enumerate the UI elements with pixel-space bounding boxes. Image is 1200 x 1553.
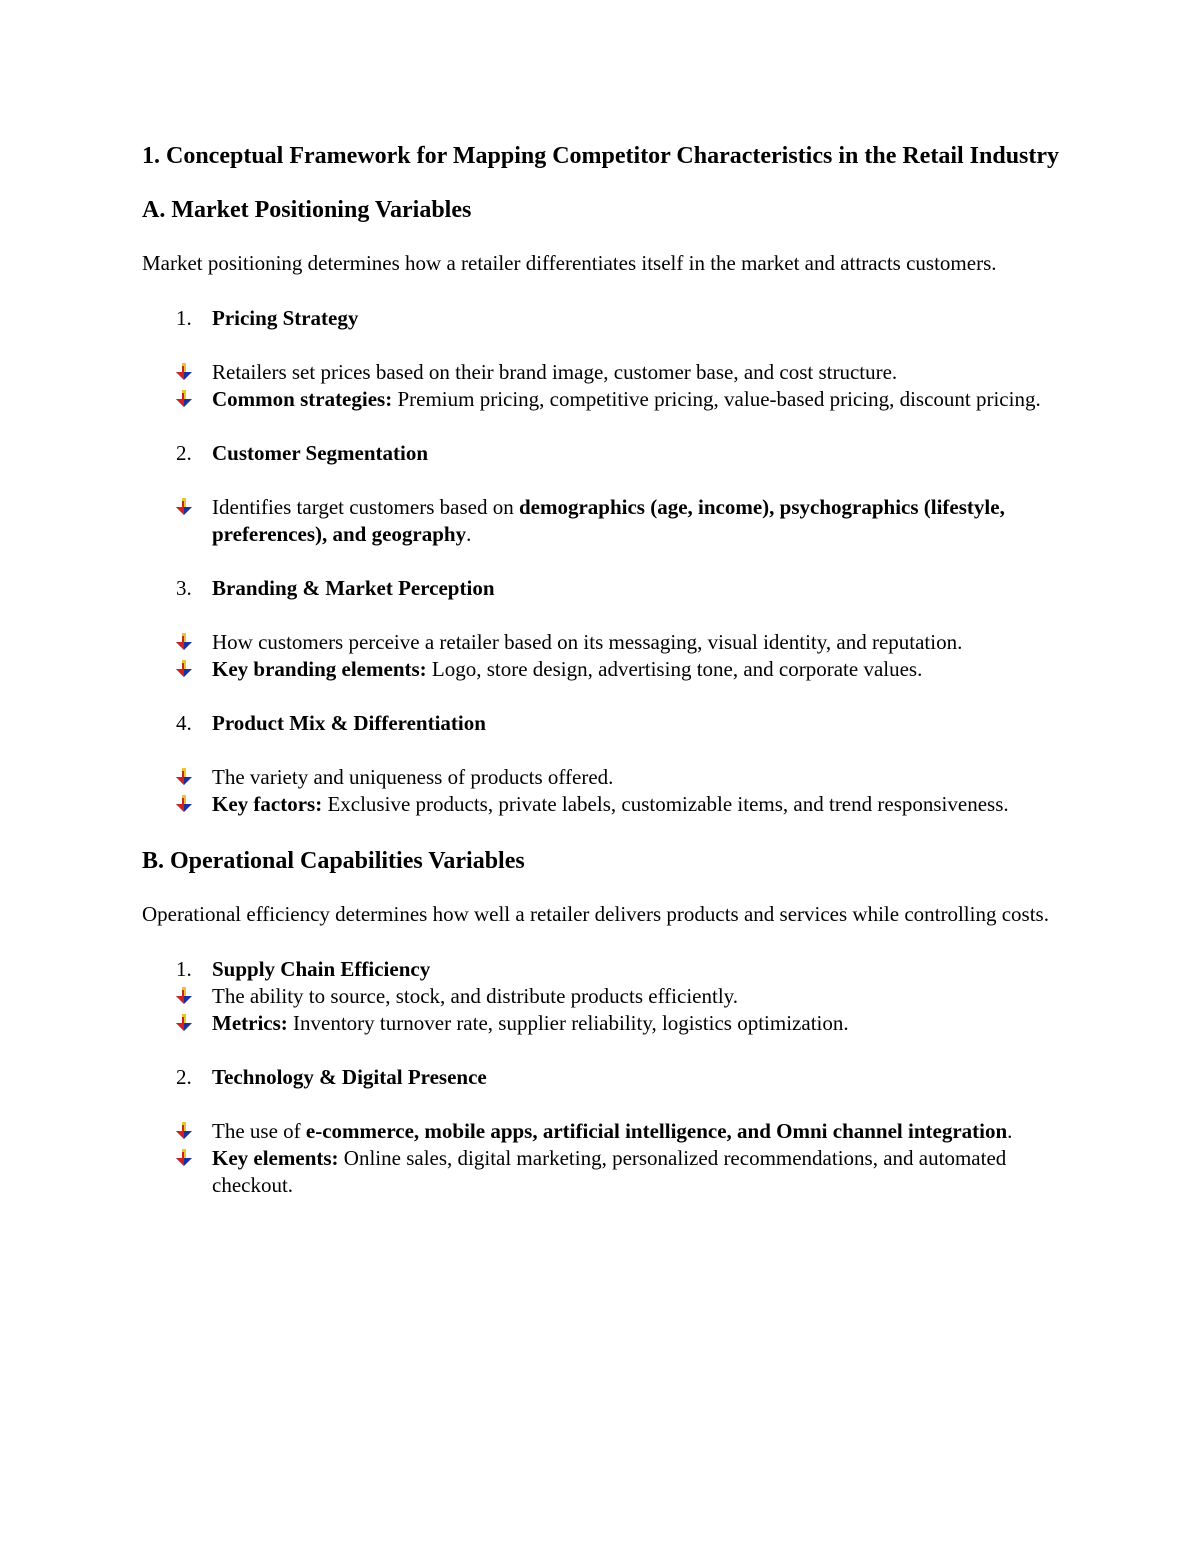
document-page bbox=[142, 140, 1062, 1226]
down-arrow-bullet-icon bbox=[175, 1149, 193, 1167]
bullet-text: Logo, store design, advertising tone, and corporate values. bbox=[426, 657, 923, 681]
bullet-text: The variety and uniqueness of products offered. bbox=[212, 765, 614, 789]
item-number: 3. bbox=[176, 576, 192, 600]
bullet-bold-text: Key factors: bbox=[212, 792, 323, 816]
item-title-text: Branding & Market Perception bbox=[212, 576, 495, 600]
item-title-text: Supply Chain Efficiency bbox=[212, 957, 431, 981]
item-number: 2. bbox=[176, 1065, 192, 1089]
item-a4-bullets bbox=[142, 764, 1062, 818]
item-a3-title bbox=[142, 575, 1062, 602]
section-a-intro: Market positioning determines how a retailer differentiates itself in the market and attracts customers. bbox=[142, 251, 997, 275]
item-a4-title bbox=[142, 710, 1062, 737]
item-b2-bullets bbox=[142, 1118, 1062, 1199]
item-number: 1. bbox=[176, 957, 192, 981]
item-number: 1. bbox=[176, 306, 192, 330]
item-number: 2. bbox=[176, 441, 192, 465]
item-title-text: Pricing Strategy bbox=[212, 306, 359, 330]
down-arrow-bullet-icon bbox=[175, 795, 193, 813]
bullet-text: The ability to source, stock, and distribute products efficiently. bbox=[212, 984, 739, 1008]
list-item bbox=[142, 791, 1062, 818]
item-b1-bullets bbox=[142, 983, 1062, 1037]
bullet-text: . bbox=[466, 522, 472, 546]
bullet-text: The use of bbox=[212, 1119, 306, 1143]
list-item bbox=[142, 1010, 1062, 1037]
down-arrow-bullet-icon bbox=[175, 390, 193, 408]
bullet-text: Inventory turnover rate, supplier reliability, logistics optimization. bbox=[287, 1011, 849, 1035]
bullet-text: Retailers set prices based on their brand image, customer base, and cost structure. bbox=[212, 360, 898, 384]
section-b-intro: Operational efficiency determines how well a retailer delivers products and services while controlling costs. bbox=[142, 902, 1049, 926]
item-b1-title bbox=[142, 956, 1062, 983]
list-item bbox=[142, 656, 1062, 683]
bullet-text: Premium pricing, competitive pricing, value-based pricing, discount pricing. bbox=[392, 387, 1041, 411]
down-arrow-bullet-icon bbox=[175, 768, 193, 786]
list-item bbox=[142, 359, 1062, 386]
bullet-text: Exclusive products, private labels, customizable items, and trend responsiveness. bbox=[322, 792, 1009, 816]
list-item bbox=[142, 1118, 1062, 1145]
section-b-heading: B. Operational Capabilities Variables bbox=[142, 848, 525, 874]
list-item bbox=[142, 494, 1062, 548]
item-title-text: Customer Segmentation bbox=[212, 441, 429, 465]
item-number: 4. bbox=[176, 711, 192, 735]
bullet-bold-text: e-commerce, mobile apps, artificial intelligence, and Omni channel integration bbox=[305, 1119, 1008, 1143]
down-arrow-bullet-icon bbox=[175, 363, 193, 381]
bullet-text: How customers perceive a retailer based on its messaging, visual identity, and reputation. bbox=[212, 630, 963, 654]
list-item bbox=[142, 1145, 1062, 1199]
down-arrow-bullet-icon bbox=[175, 1014, 193, 1032]
item-a3-bullets bbox=[142, 629, 1062, 683]
bullet-text: Identifies target customers based on bbox=[212, 495, 519, 519]
bullet-bold-text: Key branding elements: bbox=[212, 657, 427, 681]
list-item bbox=[142, 386, 1062, 413]
list-item bbox=[142, 629, 1062, 656]
bullet-bold-text: Common strategies: bbox=[212, 387, 393, 411]
down-arrow-bullet-icon bbox=[175, 498, 193, 516]
list-item bbox=[142, 983, 1062, 1010]
down-arrow-bullet-icon bbox=[175, 1122, 193, 1140]
bullet-text: Online sales, digital marketing, personalized recommendations, and automated checkout. bbox=[212, 1146, 1007, 1197]
down-arrow-bullet-icon bbox=[175, 987, 193, 1005]
down-arrow-bullet-icon bbox=[175, 633, 193, 651]
down-arrow-bullet-icon bbox=[175, 660, 193, 678]
item-title-text: Product Mix & Differentiation bbox=[212, 711, 486, 735]
section-a-heading: A. Market Positioning Variables bbox=[142, 197, 472, 223]
item-a2-bullets bbox=[142, 494, 1062, 548]
list-item bbox=[142, 764, 1062, 791]
item-a2-title bbox=[142, 440, 1062, 467]
bullet-bold-text: Metrics: bbox=[212, 1011, 288, 1035]
document-title: 1. Conceptual Framework for Mapping Competitor Characteristics in the Retail Industry bbox=[142, 143, 1060, 169]
item-a1-bullets bbox=[142, 359, 1062, 413]
item-b2-title bbox=[142, 1064, 1062, 1091]
item-a1-title bbox=[142, 305, 1062, 332]
bullet-bold-text: Key elements: bbox=[212, 1146, 339, 1170]
bullet-text: . bbox=[1007, 1119, 1013, 1143]
item-title-text: Technology & Digital Presence bbox=[212, 1065, 487, 1089]
bullet-bold-text: demographics (age, income), psychographics (lifestyle, preferences), and geography bbox=[212, 495, 1005, 546]
